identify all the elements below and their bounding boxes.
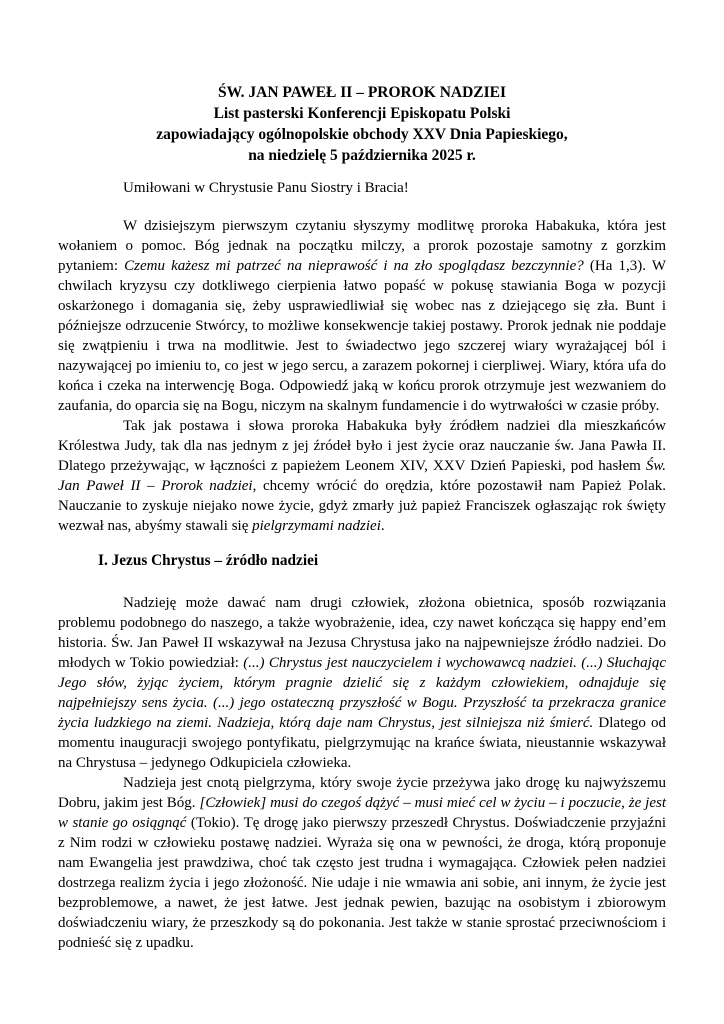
document-body — [58, 216, 666, 953]
text-run: (Tokio). Tę drogę jako pierwszy przeszedł Chrystus. Doświadczenie przyjaźni z Nim rodzi w człowieku postawę nadziei. Wyraża się ona w pewności, że droga, którą proponuje nam Ewangelia jest prawdziwa, choć tak często jest trudna i wymagająca. Człowiek pełen nadziei dostrzega realizm życia i jego złożoność. Nie udaje i nie wmawia ani sobie, ani innym, że życie jest bezproblemowe, a nawet, że jest łatwe. Jest jednak pewien, bazując na osobistym i zbiorowym doświadczeniu wiary, że przeszkody są do pokonania. Jest także w stanie sprostać przeciwnościom i podnieść się z upadku. — [58, 815, 667, 951]
salutation: Umiłowani w Chrystusie Panu Siostry i Bracia! — [123, 180, 409, 196]
title-line: zapowiadający ogólnopolskie obchody XXV Dnia Papieskiego, — [156, 126, 568, 143]
italic-text-run: Św. Jan Paweł II – Prorok nadziei — [58, 458, 666, 494]
text-run: Nadzieja jest cnotą pielgrzyma, który swoje życie przeżywa jako drogę ku najwyższemu Dobru, jakim jest Bóg. — [58, 775, 666, 811]
italic-text-run: pielgrzymami nadziei — [252, 518, 381, 534]
italic-text-run: (...) Chrystus jest nauczycielem i wychowawcą nadziei. (...) Słuchając Jego słów, żyjąc życiem, którym pragnie dzielić się z każdym człowiekiem, odnajduje się najpełniejszy sens życia. (...) jego ostateczną przyszłość w Bogu. Przyszłość ta przekracza granice życia ludzkiego na ziemi. Nadzieja, którą daje nam Chrystus, jest silniejsza niż śmierć. — [58, 655, 666, 731]
text-run: Tak jak postawa i słowa proroka Habakuka były źródłem nadziei dla mieszkańców Królestwa Judy, tak dla nas jednym z jej źródeł było i jest życie oraz nauczanie św. Jana Pawła II. Dlatego przeżywając, w łączności z papieżem Leonem XIV, XXV Dzień Papieski, pod hasłem — [58, 418, 666, 474]
document-title — [58, 82, 666, 166]
title-line: na niedzielę 5 października 2025 r. — [248, 147, 476, 164]
italic-text-run: Czemu każesz mi patrzeć na nieprawość i na zło spoglądasz bezczynnie? — [124, 258, 584, 274]
text-run: Dlatego od momentu inauguracji swojego pontyfikatu, pielgrzymując na krańce świata, nieustannie wskazywał na Chrystusa – jedynego Odkupiciela człowieka. — [58, 715, 666, 771]
text-run: . — [380, 518, 385, 534]
title-line: ŚW. JAN PAWEŁ II – PROROK NADZIEI — [217, 84, 507, 101]
paragraph — [58, 416, 666, 536]
paragraph — [58, 773, 666, 953]
paragraph — [58, 216, 666, 416]
paragraph — [58, 593, 666, 773]
title-line: List pasterski Konferencji Episkopatu Polski — [213, 105, 511, 122]
text-run: (Ha 1,3). W chwilach kryzysu czy dotkliwego cierpienia łatwo popaść w pokusę stawiania Boga w pozycji oskarżonego i domagania się, żeby usprawiedliwiał się wobec nas z dziejącego się zła. Bunt i późniejsze odrzucenie Stwórcy, to możliwe konsekwencje takiej postawy. Prorok jednak nie poddaje się zwątpieniu i trwa na modlitwie. Jest to świadectwo jego szczerej wiary wyrażającej ból i nazywającej po imieniu to, co jest w jego sercu, a zarazem pokornej i cierpliwej. Wiary, która ufa do końca i czeka na interwencję Boga. Odpowiedź jaką w końcu prorok otrzymuje jest wezwaniem do zaufania, do oparcia się na Bogu, niczym na skalnym fundamencie i do wytrwałości w czasie próby. — [58, 258, 666, 414]
italic-text-run: [Człowiek] musi do czegoś dążyć – musi mieć cel w życiu – i poczucie, że jest w stanie go osiągnąć — [58, 795, 666, 831]
text-run: , chcemy wrócić do orędzia, które pozostawił nam Papież Polak. Nauczanie to zyskuje niejako nowe życie, gdyż zmarły już papież Franciszek ogłaszając rok święty wezwał nas, abyśmy stawali się — [58, 478, 666, 534]
text-run: Nadzieję może dawać nam drugi człowiek, złożona obietnica, sposób rozwiązania problemu podobnego do naszego, a także wyobrażenie, idea, czy nawet kończąca się happy end’em historia. Św. Jan Paweł II wskazywał na Jezusa Chrystusa jako na najpewniejsze źródło nadziei. Do młodych w Tokio powiedział: — [58, 595, 666, 671]
section-heading: I. Jezus Chrystus – źródło nadziei — [98, 552, 319, 569]
text-run: W dzisiejszym pierwszym czytaniu słyszymy modlitwę proroka Habakuka, która jest wołaniem o pomoc. Bóg jednak na początku milczy, a prorok pozostaje samotny z gorzkim pytaniem: — [58, 218, 666, 274]
